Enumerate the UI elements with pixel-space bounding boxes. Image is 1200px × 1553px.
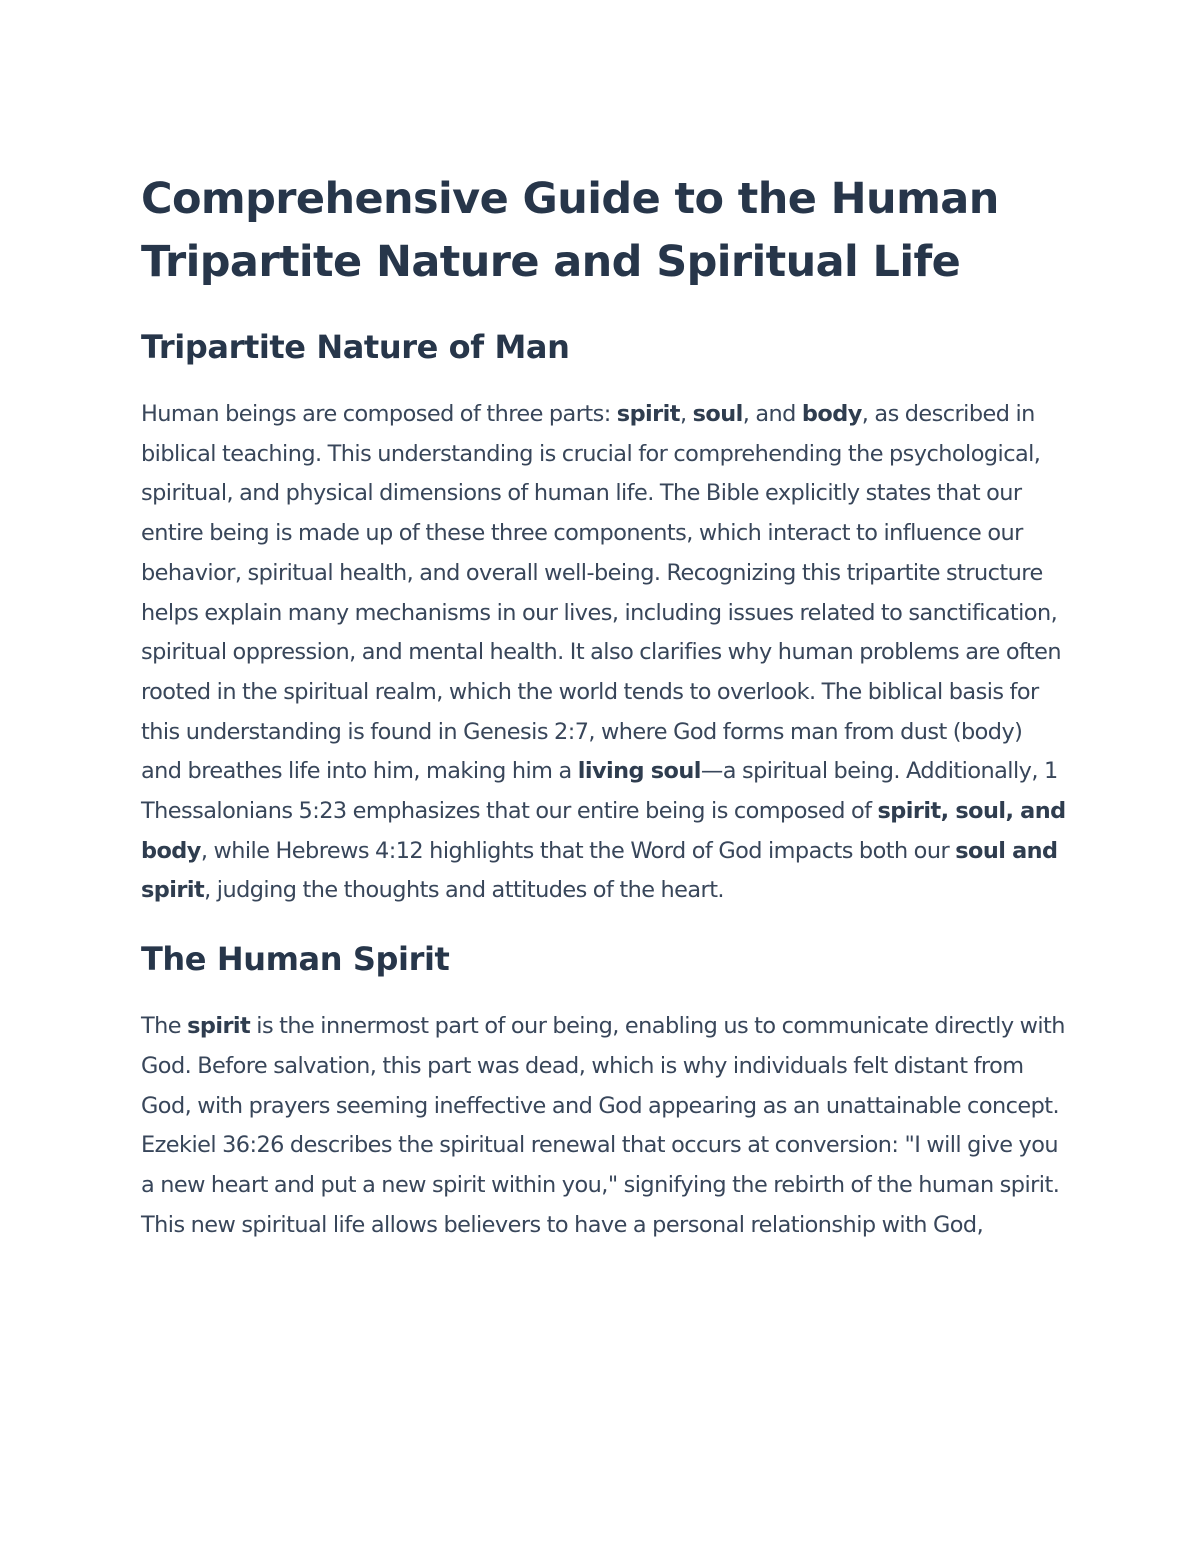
paragraph-text: , while Hebrews 4:12 highlights that the Word of God impacts both our [200,837,956,864]
paragraph-text: —a spiritual being. Additionally, 1 Thessalonians 5:23 emphasizes that our entire being is composed of [141,758,1058,825]
bold-term: soul [692,401,743,427]
paragraph-text: , and [742,401,802,427]
bold-term: spirit, soul, and body [141,798,1066,864]
paragraph-text: The [141,1013,188,1040]
section-heading-tripartite: Tripartite Nature of Man [141,328,570,366]
bold-term: spirit [616,401,680,427]
paragraph-text: Human beings are composed of three parts: [141,401,617,427]
bold-term: living soul [577,758,701,785]
section-paragraph-tripartite [141,395,1066,911]
paragraph-text: , [679,401,693,427]
bold-term: soul and spirit [141,837,1058,904]
document-content [141,168,1066,1245]
paragraph-text: , as described in biblical teaching. This understanding is crucial for comprehending the psychological, spiritual, and physical dimensions of human life. The Bible explicitly states that our entire being is made up of these three components, which interact to influence our behavior, spiritual health, and overall well-being. Recognizing this tripartite structure helps explain many mechanisms in our lives, including issues related to sanctification, spiritual oppression, and mental health. It also clarifies why human problems are often rooted in the spiritual realm, which the world tends to overlook. The biblical basis for this understanding is found in Genesis 2:7, where God forms man from dust (body) and breathes life into him, making him a [141,401,1062,785]
document-title: Comprehensive Guide to the Human Tripartite Nature and Spiritual Life [141,174,999,287]
paragraph-text: is the innermost part of our being, enabling us to communicate directly with God. Before salvation, this part was dead, which is why individuals felt distant from God, with prayers seeming ineffective and God appearing as an unattainable concept. Ezekiel 36:26 describes the spiritual renewal that occurs at conversion: "I will give you a new heart and put a new spirit within you," signifying the rebirth of the human spirit. This new spiritual life allows believers to have a personal relationship with God, [141,1013,1065,1238]
bold-term: body [801,401,862,427]
bold-term: spirit [187,1013,251,1040]
paragraph-text: , judging the thoughts and attitudes of the heart. [204,877,724,904]
section-heading-human-spirit: The Human Spirit [141,940,450,979]
section-paragraph-human-spirit [141,1007,1066,1245]
